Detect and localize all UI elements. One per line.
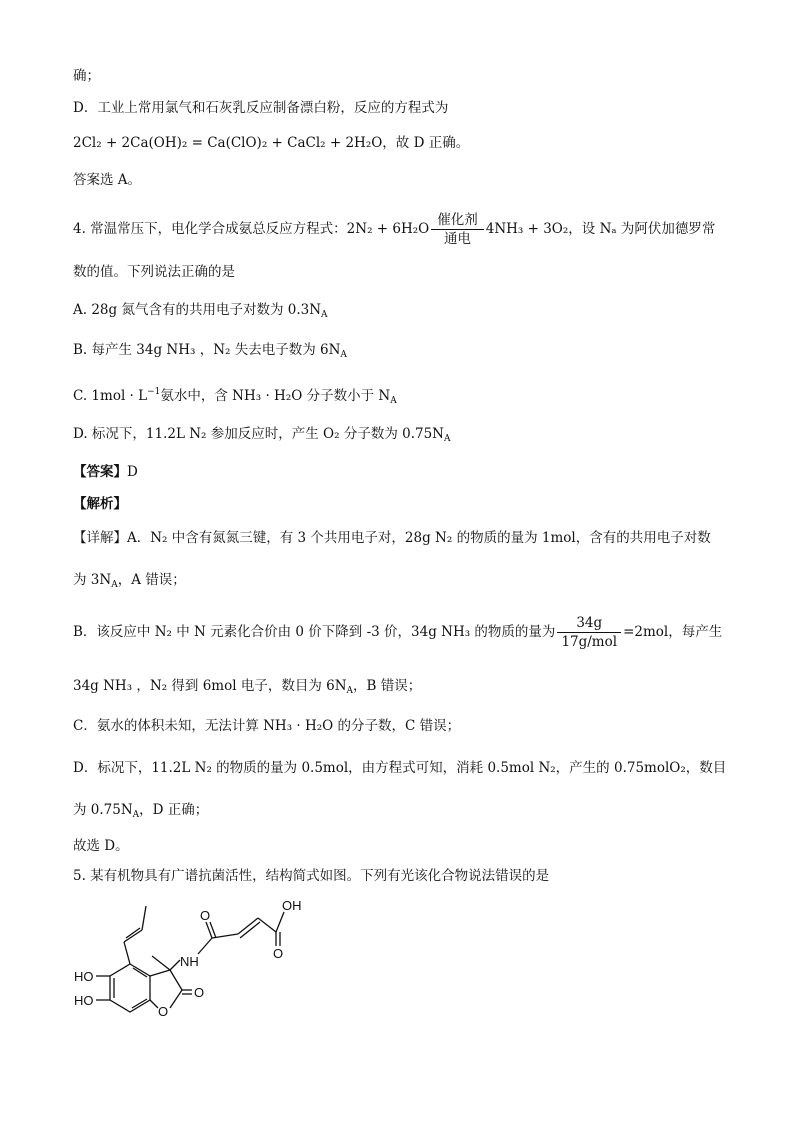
fraction: $\frac{34g}{\text{17g/mol}}$ bbox=[557, 614, 621, 651]
detail-a: 【详解】A．N₂ 中含有氮氮三键，有 3 个共用电子对，28g N₂ 的物质的量为 1mol，含有的共用电子对数 bbox=[73, 530, 711, 546]
label-ho: HO bbox=[74, 993, 94, 1008]
text-line: D．工业上常用氯气和石灰乳反应制备漂白粉，反应的方程式为 bbox=[73, 100, 449, 116]
analysis-heading: 【解析】 bbox=[73, 496, 127, 512]
answer: 【答案】D bbox=[73, 464, 138, 480]
reaction-condition: 催化剂 通电 bbox=[431, 211, 484, 248]
text-line: 答案选 A。 bbox=[73, 172, 142, 188]
question-5: 5. 某有机物具有广谱抗菌活性，结构简式如图。下列有光该化合物说法错误的是 bbox=[73, 868, 550, 884]
detail-b-cont: 34g NH₃ ，N₂ 得到 6mol 电子，数目为 $6N_A$，B 错误； bbox=[73, 678, 422, 696]
option-d: D. 标况下，11.2L N₂ 参加反应时，产生 O₂ 分子数为 $0.75N_A$ bbox=[73, 426, 451, 444]
question-4: 4. 常温常压下，电化学合成氨总反应方程式：2N₂ + 6H₂O 催化剂 通电 4NH₃ + 3O₂，设 Nₐ 为阿伏加德罗常 bbox=[73, 212, 716, 247]
label-o-ring: O bbox=[158, 1004, 169, 1019]
text-line: 确； bbox=[73, 68, 100, 84]
detail-c: C．氨水的体积未知，无法计算 NH₃ · H₂O 的分子数，C 错误； bbox=[73, 718, 461, 734]
equation-line: 2Cl₂ + 2Ca(OH)₂ = Ca(ClO)₂ + CaCl₂ + 2H₂O，故 D 正确。 bbox=[73, 135, 470, 151]
equation: 2Cl₂ + 2Ca(OH)₂ = Ca(ClO)₂ + CaCl₂ + 2H₂O bbox=[73, 135, 383, 151]
option-c: C. $1mol \cdot L^{-1}$氨水中，含 NH₃ · H₂O 分子数小于 $N_A$ bbox=[73, 387, 397, 406]
label-o-carbonyl: O bbox=[194, 985, 205, 1000]
chemical-structure bbox=[70, 892, 330, 1032]
option-a: A. 28g 氮气含有的共用电子对数为 $0.3N_A$ bbox=[73, 302, 328, 320]
detail-a-cont: 为 $3N_A$，A 错误； bbox=[73, 572, 186, 590]
label-oh: OH bbox=[282, 898, 302, 913]
detail-d: D．标况下，11.2L N₂ 的物质的量为 0.5mol，由方程式可知，消耗 0.5mol N₂，产生的 0.75molO₂，数目 bbox=[73, 760, 727, 776]
label-o: O bbox=[200, 908, 211, 923]
option-b: B. 每产生 34g NH₃ ，N₂ 失去电子数为 $6N_A$ bbox=[73, 342, 347, 360]
detail-d-cont: 为 $0.75N_A$，D 正确； bbox=[73, 802, 209, 820]
text-line: 数的值。下列说法正确的是 bbox=[73, 264, 235, 280]
label-nh: NH bbox=[180, 954, 199, 969]
label-o: O bbox=[273, 946, 284, 961]
label-ho: HO bbox=[74, 969, 94, 984]
detail-b: B．该反应中 N₂ 中 N 元素化合价由 0 价下降到 -3 价，34g NH₃ 的物质的量为 $\frac{34g}{\text{17g/mol}}$ =2mol，每产生 bbox=[73, 615, 723, 650]
conclusion: 故选 D。 bbox=[73, 838, 129, 854]
